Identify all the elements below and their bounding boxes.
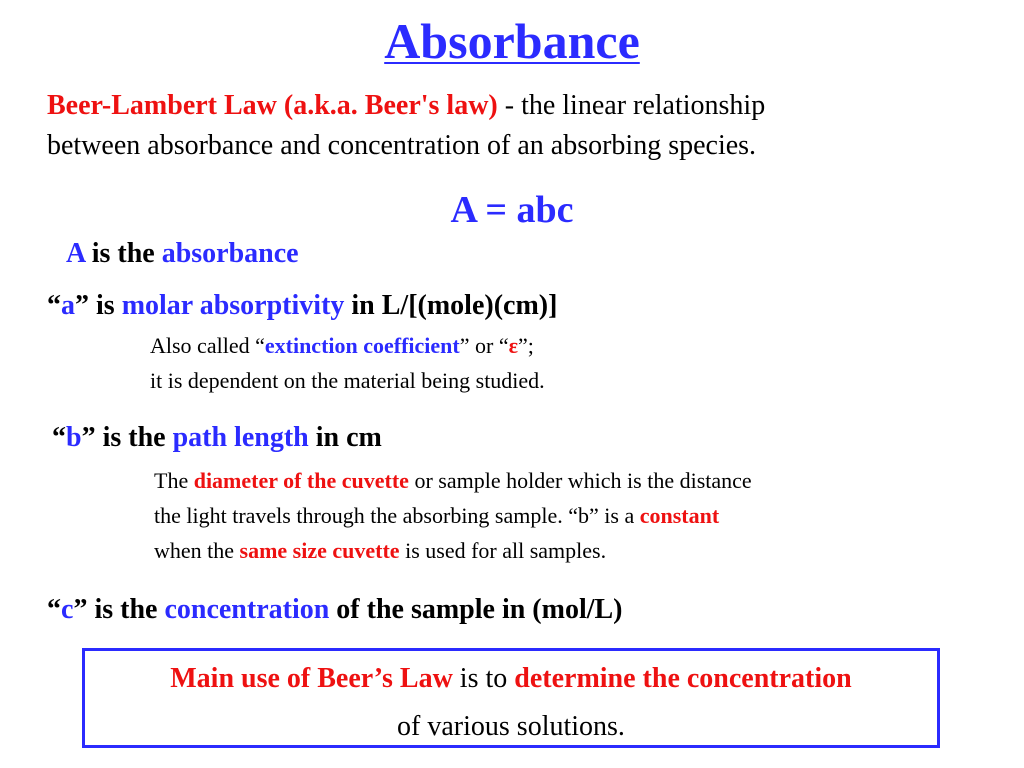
- definition-a: [47, 290, 557, 322]
- law-name: Beer-Lambert Law (a.k.a. Beer's law): [47, 90, 498, 121]
- open-quote: “: [47, 594, 61, 625]
- note1-prefix: Also called “: [150, 333, 265, 358]
- definition-a-connector: ” is: [75, 290, 122, 321]
- definition-c-connector: ” is the: [73, 594, 165, 625]
- term-same-size-cuvette: same size cuvette: [239, 538, 400, 563]
- intro-description-line1: - the linear relationship: [497, 90, 766, 121]
- callout-main-use: Main use of Beer’s Law: [170, 663, 453, 694]
- definition-b-line3: [154, 533, 606, 568]
- definition-A: [66, 238, 299, 270]
- term-diameter-of-cuvette: diameter of the cuvette: [193, 468, 409, 493]
- molar-absorptivity-units: in L/[(mole)(cm)]: [344, 290, 558, 321]
- definition-c: [47, 594, 623, 626]
- callout-line2: of various solutions.: [397, 711, 625, 742]
- intro-paragraph: [47, 86, 987, 166]
- path-length-units: in cm: [308, 422, 382, 453]
- equation: A = abc: [450, 189, 574, 231]
- definition-c-rest: of the sample in (mol/L): [329, 594, 623, 625]
- symbol-A: A: [66, 238, 85, 269]
- line1-suffix: or sample holder which is the distance: [408, 468, 752, 493]
- symbol-epsilon: ε: [508, 333, 518, 358]
- term-constant: constant: [639, 503, 720, 528]
- term-concentration: concentration: [164, 594, 330, 625]
- definition-a-note2: it is dependent on the material being studied.: [150, 368, 545, 393]
- line2-prefix: the light travels through the absorbing sample. “b” is a: [154, 503, 640, 528]
- symbol-c: c: [61, 594, 74, 625]
- callout-line1: [85, 655, 937, 703]
- open-quote: “: [47, 290, 61, 321]
- callout-box: [82, 648, 940, 748]
- term-absorbance: absorbance: [161, 238, 299, 269]
- line1-prefix: The: [154, 468, 194, 493]
- symbol-a: a: [61, 290, 75, 321]
- definition-a-note1: [150, 328, 534, 363]
- line3-prefix: when the: [154, 538, 240, 563]
- definition-b-line2: [154, 498, 719, 533]
- term-path-length: path length: [172, 422, 309, 453]
- callout-connector: is to: [452, 663, 515, 694]
- open-quote: “: [52, 422, 66, 453]
- note1-middle: ” or “: [459, 333, 509, 358]
- term-extinction-coefficient: extinction coefficient: [264, 333, 460, 358]
- note1-suffix: ”;: [518, 333, 534, 358]
- definition-b-line1: [154, 463, 752, 498]
- term-molar-absorptivity: molar absorptivity: [121, 290, 345, 321]
- intro-description-line2: between absorbance and concentration of an absorbing species.: [47, 130, 757, 161]
- symbol-b: b: [66, 422, 82, 453]
- definition-b-connector: ” is the: [81, 422, 173, 453]
- definition-A-text: is the: [84, 238, 162, 269]
- line3-suffix: is used for all samples.: [399, 538, 607, 563]
- definition-b: [52, 422, 382, 454]
- slide-title: Absorbance: [384, 13, 640, 69]
- callout-determine-concentration: determine the concentration: [514, 663, 852, 694]
